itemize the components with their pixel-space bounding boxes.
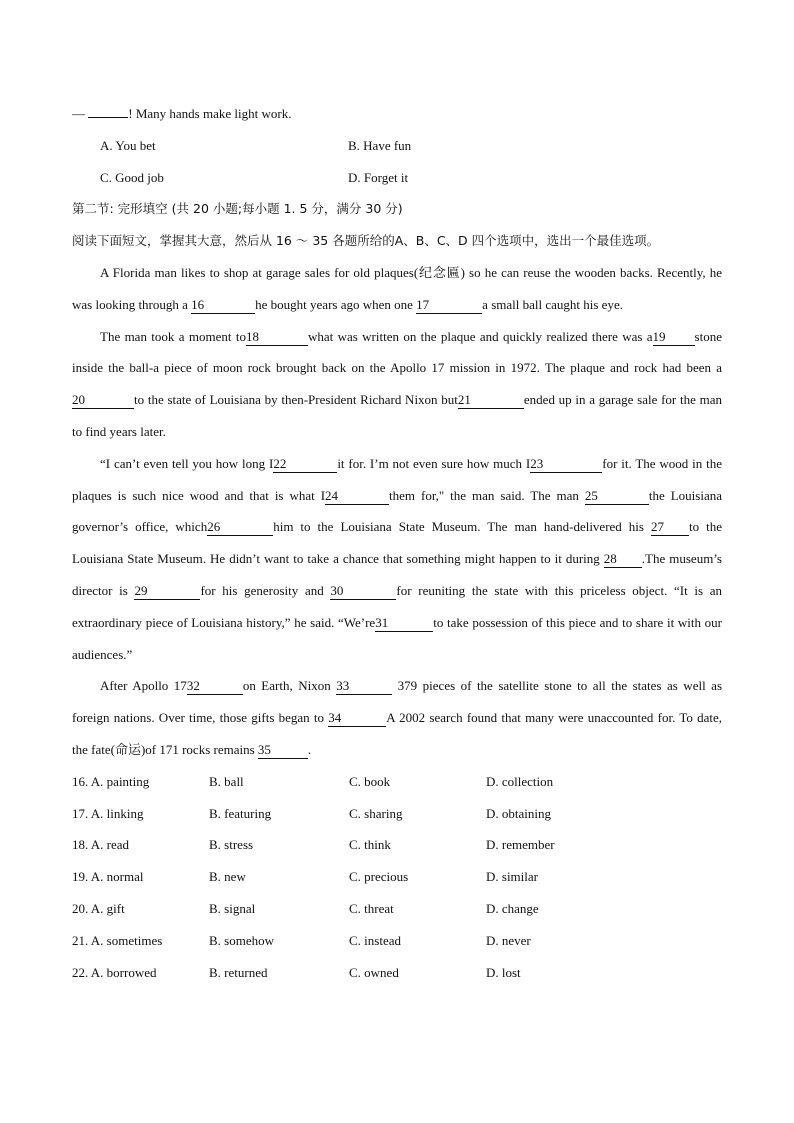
blank-30: 30 [330, 583, 396, 600]
blank-28: 28 [604, 551, 642, 568]
passage-text: .The museum’s director is [72, 551, 722, 598]
options-row-2 [72, 162, 722, 194]
passage-text: for it. The wood in the plaques is such nice wood and that is what I [72, 455, 723, 503]
passage-text: him to the Louisiana State Museum. The man hand-delivered his [273, 519, 651, 535]
question-option-a: 21. A. sometimes [72, 932, 163, 948]
option-a: A. You bet [100, 137, 156, 153]
question-option-a: 19. A. normal [72, 869, 144, 885]
question-option-c: C. threat [349, 900, 394, 916]
question-option-a: 16. A. painting [72, 773, 150, 789]
passage-text: the Louisiana governor’s office, which [72, 487, 722, 535]
exam-page [72, 98, 722, 988]
passage-text: A Florida man likes to shop at garage sales for old plaques(纪念匾) so he can reuse the wooden backs. Recently, he was looking through a [72, 264, 722, 312]
question-option-b: B. ball [209, 773, 244, 789]
blank-26: 26 [207, 519, 273, 536]
passage-text: them for," the man said. The man [389, 487, 585, 503]
blank-24: 24 [325, 488, 389, 505]
question-row [72, 798, 722, 830]
blank-19: 19 [653, 329, 695, 346]
blank-20: 20 [72, 392, 134, 409]
section-heading: 第二节: 完形填空 (共 20 小题;每小题 1. 5 分，满分 30 分) [72, 201, 403, 217]
passage-paragraph-2 [72, 321, 722, 448]
passage-text: it for. I’m not even sure how much I [337, 455, 531, 471]
option-d: D. Forget it [348, 169, 409, 185]
prompt-dash: — [72, 106, 85, 121]
blank-33: 33 [336, 678, 392, 695]
blank-22: 22 [273, 456, 337, 473]
question-option-d: D. lost [486, 964, 521, 980]
blank-27: 27 [651, 519, 689, 536]
question-option-b: B. returned [209, 964, 268, 980]
question-row [72, 925, 722, 957]
option-b: B. Have fun [348, 137, 412, 153]
question-row [72, 829, 722, 861]
question-option-b: B. new [209, 869, 246, 885]
passage-text: . [307, 741, 312, 757]
blank-31: 31 [375, 615, 433, 632]
question-option-b: B. signal [209, 900, 256, 916]
passage-text: to the Louisiana State Museum. He didn’t want to take a chance that something might happen to it during [72, 519, 723, 567]
passage-text: A 2002 search found that many were unaccounted for. To date, the fate(命运)of 171 rocks remains [72, 710, 723, 757]
passage-text: “I can’t even tell you how long I [100, 455, 274, 471]
passage-paragraph-4 [72, 670, 722, 765]
question-option-a: 22. A. borrowed [72, 964, 157, 980]
question-row [72, 893, 722, 925]
passage-paragraph-1 [72, 257, 722, 321]
passage-paragraph-3 [72, 448, 722, 671]
passage-text: for his generosity and [200, 582, 331, 598]
question-option-c: C. instead [349, 932, 401, 948]
passage-text: he bought years ago when one [255, 296, 417, 312]
blank-34: 34 [328, 710, 386, 727]
blank-29: 29 [134, 583, 200, 600]
question-option-d: D. never [486, 932, 531, 948]
question-option-c: C. book [349, 773, 391, 789]
passage-text: After Apollo 17 [100, 678, 187, 694]
question-row [72, 861, 722, 893]
top-question-prompt [72, 98, 722, 130]
question-option-b: B. somehow [209, 932, 274, 948]
question-option-d: D. change [486, 900, 539, 916]
blank-21: 21 [458, 392, 524, 409]
blank-32: 32 [187, 678, 243, 695]
blank-25: 25 [585, 488, 649, 505]
section-instruction: 阅读下面短文，掌握其大意，然后从 16 ～ 35 各题所给的A、B、C、D 四个选项中，选出一个最佳选项。 [72, 233, 660, 249]
passage-text: to the state of Louisiana by then-President Richard Nixon but [134, 392, 458, 408]
option-c: C. Good job [100, 169, 164, 185]
question-option-c: C. precious [349, 869, 409, 885]
passage-text: stone inside the ball-a piece of moon rock brought back on the Apollo 17 mission in 1972. The plaque and rock had been a [72, 328, 722, 376]
question-option-d: D. similar [486, 869, 538, 885]
passage-text: ended up in a garage sale for the man to find years later. [72, 392, 722, 439]
blank-35: 35 [258, 742, 308, 759]
question-option-c: C. sharing [349, 805, 403, 821]
passage-text: to take possession of this piece and to share it with our audiences.” [72, 614, 723, 662]
blank-23: 23 [530, 456, 602, 473]
question-option-b: B. featuring [209, 805, 272, 821]
question-option-c: C. owned [349, 964, 399, 980]
question-option-a: 20. A. gift [72, 900, 125, 916]
answer-blank [88, 117, 128, 118]
blank-18: 18 [246, 329, 308, 346]
question-option-a: 17. A. linking [72, 805, 144, 821]
passage-text: for reuniting the state with this priceless object. “It is an extraordinary piece of Louisiana history,” he said. “We’re [72, 582, 722, 630]
passage-text: a small ball caught his eye. [482, 296, 623, 312]
passage-text: 379 pieces of the satellite stone to all the states as well as foreign nations. Over time, those gifts began to [72, 678, 722, 726]
blank-17: 17 [416, 297, 482, 314]
options-row-1 [72, 130, 722, 162]
passage-text: what was written on the plaque and quickly realized there was a [307, 328, 653, 344]
question-option-b: B. stress [209, 837, 254, 853]
prompt-text: ! Many hands make light work. [128, 106, 292, 121]
passage-text: The man took a moment to [100, 328, 246, 344]
question-option-d: D. remember [486, 837, 555, 853]
question-row [72, 957, 722, 989]
question-option-d: D. collection [486, 773, 554, 789]
question-option-d: D. obtaining [486, 805, 551, 821]
question-row [72, 766, 722, 798]
question-options-list [72, 766, 722, 989]
blank-16: 16 [191, 297, 255, 314]
question-option-c: C. think [349, 837, 391, 853]
question-option-a: 18. A. read [72, 837, 130, 853]
passage-text: on Earth, Nixon [242, 678, 337, 694]
